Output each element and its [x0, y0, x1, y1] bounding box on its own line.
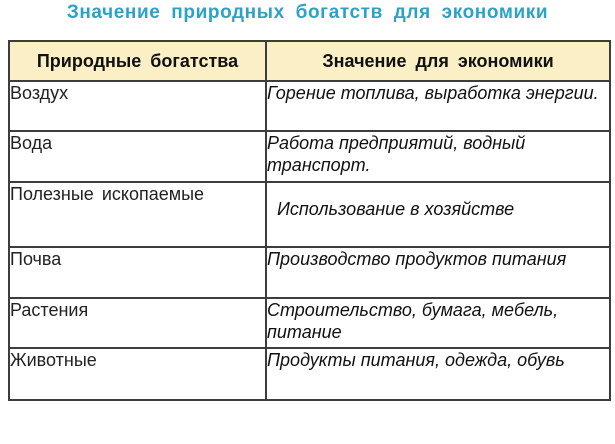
- table-row: [9, 348, 610, 400]
- economic-value-cell: Горение топлива, выработка энергии.: [266, 81, 610, 131]
- table-row: [9, 298, 610, 348]
- resource-name-cell: Вода: [9, 131, 266, 182]
- table-row: [9, 81, 610, 131]
- header-natural-resources: Природные богатства: [9, 41, 266, 81]
- table-header-row: [9, 41, 610, 81]
- resource-name-cell: Животные: [9, 348, 266, 400]
- table-row: [9, 131, 610, 182]
- resource-name-cell: Почва: [9, 247, 266, 298]
- table-row: [9, 182, 610, 247]
- resource-name-cell: Полезные ископаемые: [9, 182, 266, 247]
- resource-name-cell: Растения: [9, 298, 266, 348]
- natural-resources-table: [8, 40, 611, 401]
- economic-value-cell: Работа предприятий, водный транспорт.: [266, 131, 610, 182]
- economic-value-cell: Строительство, бумага, мебель, питание: [266, 298, 610, 348]
- page-title: Значение природных богатств для экономики: [66, 2, 549, 23]
- economic-value-cell: Продукты питания, одежда, обувь: [266, 348, 610, 400]
- resource-name-cell: Воздух: [9, 81, 266, 131]
- table-row: [9, 247, 610, 298]
- economic-value-cell: Использование в хозяйстве: [266, 182, 610, 247]
- economic-value-cell: Производство продуктов питания: [266, 247, 610, 298]
- header-economic-value: Значение для экономики: [266, 41, 610, 81]
